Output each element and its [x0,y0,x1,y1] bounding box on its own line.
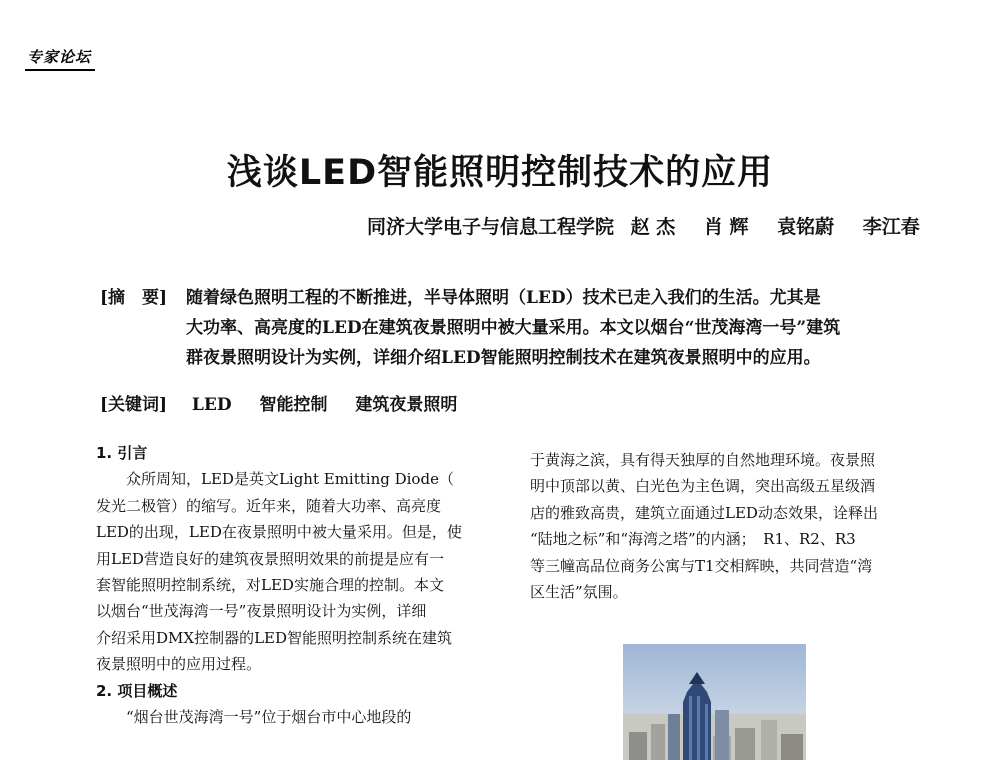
right-column [530,447,910,605]
abstract [100,283,910,373]
keyword: LED [191,395,232,415]
body-line: 区生活”氛围。 [530,583,628,602]
body-line: LED的出现，LED在夜景照明中被大量采用。但是，使 [96,523,462,542]
article-title: 浅谈LED智能照明控制技术的应用 [226,153,774,193]
body-line: 夜景照明中的应用过程。 [96,655,262,674]
author-line [367,212,920,239]
body-line: 介绍采用DMX控制器的LED智能照明控制系统在建筑 [96,628,453,647]
author-name: 赵 杰 [630,216,676,238]
abstract-line [100,283,910,313]
body-line: “烟台世茂海湾一号”位于烟台市中心地段的 [126,708,412,727]
body-line: 以烟台“世茂海湾一号”夜景照明设计为实例，详细 [96,602,427,621]
keyword: 智能控制 [259,395,328,415]
abstract-label: [摘 要] [100,288,168,308]
body-line: 众所周知，LED是英文Light Emitting Diode（ [126,470,454,489]
abstract-line: 群夜景照明设计为实例，详细介绍LED智能照明控制技术在建筑夜景照明中的应用。 [186,348,821,368]
keywords-label: [关键词] [100,395,168,415]
column-tag: 专家论坛 [27,48,92,66]
section-heading: 1. 引言 [96,444,148,462]
body-line: 套智能照明控制系统，对LED实施合理的控制。本文 [96,576,444,595]
body-line: 店的雅致高贵，建筑立面通过LED动态效果，诠释出 [530,503,878,522]
keywords [100,390,479,415]
building-photo [623,644,806,760]
author-name: 李江春 [862,216,920,238]
abstract-text: 随着绿色照明工程的不断推进，半导体照明（LED）技术已走入我们的生活。尤其是 [186,288,821,308]
body-line: 用LED营造良好的建筑夜景照明效果的前提是应有一 [96,549,444,568]
affiliation: 同济大学电子与信息工程学院 [367,216,615,238]
body-line: 等三幢高品位商务公寓与T1交相辉映，共同营造“湾 [530,556,873,575]
author-name: 袁铭蔚 [777,216,835,238]
body-line: 于黄海之滨，具有得天独厚的自然地理环境。夜景照 [530,451,876,469]
section-heading: 2. 项目概述 [96,681,178,700]
keyword: 建筑夜景照明 [355,395,458,415]
body-line: “陆地之标”和“海湾之塔”的内涵； R1、R2、R3 [530,530,856,549]
abstract-line: 大功率、高亮度的LED在建筑夜景照明中被大量采用。本文以烟台“世茂海湾一号”建筑 [186,318,841,338]
author-name: 肖 辉 [703,216,749,238]
body-line: 发光二极管）的缩写。近年来，随着大功率、高亮度 [96,496,442,515]
left-column [96,440,481,730]
body-line: 明中顶部以黄、白光色为主色调，突出高级五星级酒 [530,477,876,496]
